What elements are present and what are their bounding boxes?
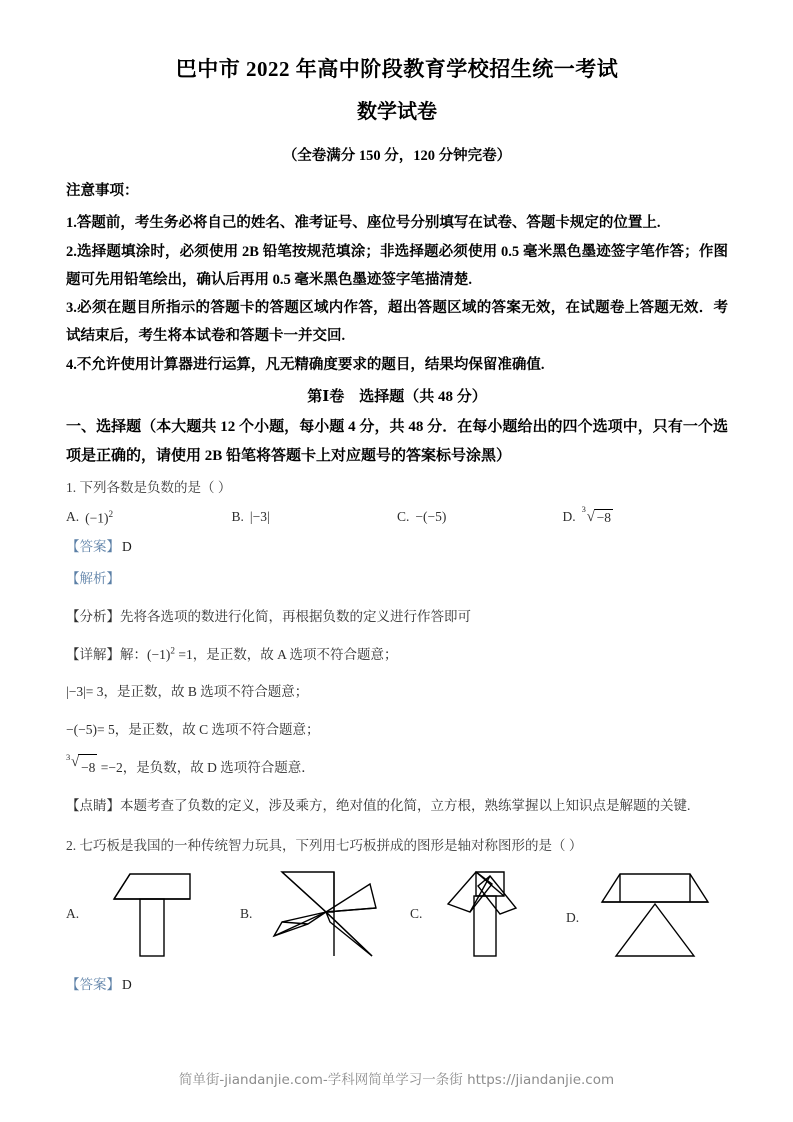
question-2-option-c[interactable] bbox=[434, 864, 554, 969]
question-2-option-d[interactable] bbox=[590, 864, 728, 969]
tangram-arrow-icon bbox=[434, 864, 554, 964]
page-footer: 简单街-jiandanjie.com-学科网简单学习一条街 https://jiandanjie.com bbox=[178, 1072, 615, 1088]
option-b-label: B. bbox=[231, 509, 244, 525]
question-1-options bbox=[66, 504, 728, 527]
option-b-expression: |−3| bbox=[249, 509, 270, 525]
question-2-text: 七巧板是我国的一种传统智力玩具，下列用七巧板拼成的图形是轴对称图形的是（ ） bbox=[79, 837, 583, 853]
section-heading-multiple-choice: 一、选择题（本大题共 12 个小题，每小题 4 分，共 48 分．在每小题给出的四个选项中，只有一个选项是正确的，请使用 2B 铅笔将答题卡上对应题号的答案标号涂黑） bbox=[66, 418, 728, 465]
tangram-t-shape-icon bbox=[92, 864, 212, 964]
question-1-detail-line-1 bbox=[66, 642, 728, 668]
option-d-label: D. bbox=[562, 509, 576, 525]
question-1-text: 下列各数是负数的是（ ） bbox=[79, 480, 232, 496]
option-a-expression: $(-1)^2$ bbox=[85, 509, 114, 526]
question-2-option-a[interactable] bbox=[92, 864, 212, 969]
point-text: 本题考查了负数的定义，涉及乘方，绝对值的化简，立方根，熟练掌握以上知识点是解题的关键. bbox=[120, 798, 691, 814]
notice-item-1: 1.答题前，考生务必将自己的姓名、准考证号、座位号分别填写在试卷、答题卡规定的位置上. bbox=[66, 215, 661, 232]
detail-tail-2: ，是正数，故 B 选项不符合题意； bbox=[103, 684, 309, 700]
question-2-option-c-label: C. bbox=[410, 906, 423, 922]
question-2-option-b[interactable] bbox=[264, 864, 392, 969]
question-1-detail-line-2 bbox=[66, 679, 728, 705]
question-2-number: 2. bbox=[66, 837, 77, 853]
question-1-option-c[interactable] bbox=[397, 509, 563, 527]
page-title: 巴中市 2022 年高中阶段教育学校招生统一考试 bbox=[175, 57, 619, 81]
question-2-stem bbox=[66, 833, 728, 859]
option-a-label: A. bbox=[66, 509, 80, 525]
answer-value: D bbox=[122, 538, 132, 554]
detail-tail-3: ，是正数，故 C 选项不符合题意； bbox=[114, 721, 320, 737]
detail-label: 【详解】 bbox=[66, 646, 120, 662]
volume-heading: 第Ⅰ卷 选择题（共 48 分） bbox=[307, 388, 487, 405]
question-1-stem bbox=[66, 475, 728, 501]
question-2-answer bbox=[66, 972, 728, 998]
question-2-option-b-label: B. bbox=[240, 906, 253, 922]
option-c-expression: −(−5) bbox=[415, 509, 447, 525]
detail-expression-4: 3 √ −8 bbox=[66, 754, 97, 781]
notice-item-3: 3.必须在题目所指示的答题卡的答题区域内作答，超出答题区域的答案无效，在试题卷上答题无效．考试结束后，考生将本试卷和答题卡一并交回. bbox=[66, 300, 728, 345]
answer-marker: 【答案】 bbox=[66, 977, 120, 993]
score-time-line: （全卷满分 150 分，120 分钟完卷） bbox=[282, 148, 512, 165]
analysis-label: 【分析】 bbox=[66, 608, 120, 624]
option-d-expression: 3 √ −8 bbox=[581, 504, 611, 526]
analysis-marker: 【解析】 bbox=[66, 571, 120, 587]
answer-marker: 【答案】 bbox=[66, 538, 120, 554]
question-1-analysis bbox=[66, 604, 728, 630]
question-1-point bbox=[66, 793, 728, 819]
notice-heading: 注意事项： bbox=[66, 183, 139, 200]
notice-item-2: 2.选择题填涂时，必须使用 2B 铅笔按规范填涂；非选择题必须使用 0.5 毫米黑色墨迹签字笔作答；作图题可先用铅笔绘出，确认后再用 0.5 毫米黑色墨迹签字笔描清楚. bbox=[66, 243, 728, 288]
detail-eq-4: =−2 bbox=[97, 760, 123, 776]
question-2-option-d-label: D. bbox=[566, 910, 580, 926]
question-1-option-a[interactable] bbox=[66, 509, 232, 527]
detail-tail-4: ，是负数，故 D 选项符合题意． bbox=[122, 760, 315, 776]
analysis-text: 先将各选项的数进行化简，再根据负数的定义进行作答即可 bbox=[120, 608, 471, 624]
detail-expression-3: −(−5)= 5 bbox=[66, 721, 115, 737]
question-1-option-d[interactable] bbox=[562, 504, 729, 527]
question-1-analysis-marker bbox=[66, 566, 728, 592]
notice-item-4: 4.不允许使用计算器进行运算，凡无精确度要求的题目，结果均保留准确值. bbox=[66, 356, 545, 373]
question-1-detail-line-3 bbox=[66, 717, 728, 743]
question-2-option-a-label: A. bbox=[66, 906, 80, 922]
question-1-detail-line-4 bbox=[66, 754, 728, 781]
point-label: 【点睛】 bbox=[66, 798, 120, 814]
detail-tail-1: ，是正数，故 A 选项不符合题意； bbox=[192, 646, 398, 662]
tangram-pinwheel-icon bbox=[264, 864, 392, 964]
question-2-options bbox=[66, 864, 728, 968]
detail-lead: 解： bbox=[120, 646, 147, 662]
detail-expression-1: $(-1)^2 =1$ bbox=[147, 645, 193, 662]
detail-expression-2: |−3|= 3 bbox=[66, 684, 104, 700]
answer-value: D bbox=[122, 977, 132, 993]
tangram-tree-icon bbox=[590, 864, 728, 964]
question-1-number: 1. bbox=[66, 480, 77, 496]
document-content bbox=[66, 55, 728, 1000]
option-c-label: C. bbox=[397, 509, 410, 525]
page-subtitle: 数学试卷 bbox=[357, 101, 437, 124]
question-1-answer bbox=[66, 534, 728, 560]
question-1-option-b[interactable] bbox=[232, 509, 398, 527]
